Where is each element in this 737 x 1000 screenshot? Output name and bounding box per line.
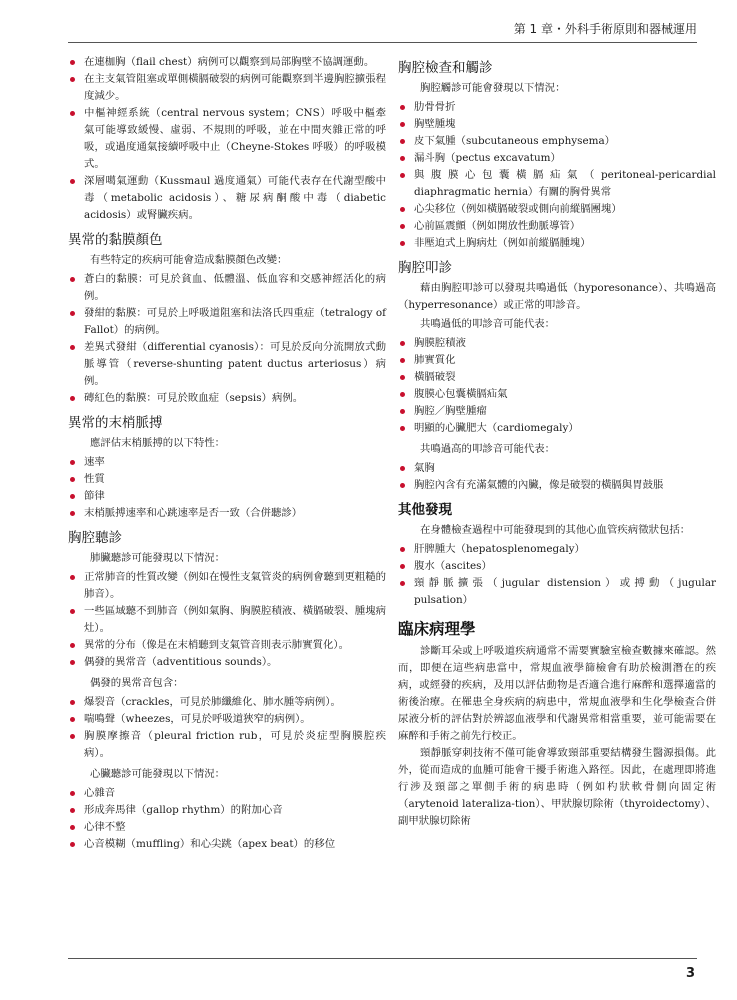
hyperresonance-intro: 共鳴過高的叩診音可能代表： bbox=[420, 443, 556, 455]
list-item: 心律不整 bbox=[68, 819, 386, 836]
list-item: 正常肺音的性質改變（例如在慢性支氣管炎的病例會聽到更粗糙的肺音）。 bbox=[68, 569, 386, 603]
pulse-bullet-list bbox=[68, 454, 386, 522]
list-item: 一些區域聽不到肺音（例如氣胸、胸膜腔積液、橫膈破裂、腫塊病灶）。 bbox=[68, 603, 386, 637]
adventitious-intro: 偶發的異常音包含： bbox=[90, 677, 184, 689]
list-item: 肺實質化 bbox=[398, 352, 716, 369]
list-item: 在連枷胸（flail chest）病例可以觀察到局部胸壁不協調運動。 bbox=[68, 54, 386, 71]
pathology-paragraph-2: 頸靜脈穿刺技術不僅可能會導致頸部重要結構發生醫源損傷。此外，從而造成的血腫可能會干擾手術進入路徑。因此，在處理即將進行涉及頸部之單側手術的病患時（例如杓狀軟骨側向固定術（arytenoid lateraliza-tion）、甲狀腺切除術（thyroidectomy）、副甲狀腺切除術 bbox=[398, 747, 716, 827]
right-column bbox=[398, 52, 716, 830]
list-item: 中樞神經系統（central nervous system；CNS）呼吸中樞牽氣可能導致緩慢、虛弱、不規則的呼吸，並在中間夾雜正常的呼吸，或過度通氣接續呼吸中止（Cheyne-Stokes 呼吸）的呼吸模式。 bbox=[68, 105, 386, 173]
footer-rule bbox=[68, 958, 697, 959]
hyporesonance-intro: 共鳴過低的叩診音可能代表： bbox=[420, 318, 556, 330]
left-column bbox=[68, 52, 386, 857]
palpation-heading: 胸腔檢查和觸診 bbox=[398, 60, 493, 76]
list-item: 心雜音 bbox=[68, 785, 386, 802]
lung-auscultation-intro: 肺臟聽診可能發現以下情況： bbox=[90, 552, 226, 564]
lung-auscultation-list bbox=[68, 569, 386, 671]
list-item: 形成奔馬律（gallop rhythm）的附加心音 bbox=[68, 802, 386, 819]
list-item: 深層噶氣運動（Kussmaul 過度通氣）可能代表存在代謝型酸中毒（metabolic acidosis）、糖尿病酮酸中毒（diabetic acidosis）或腎臟疾病。 bbox=[68, 173, 386, 224]
percussion-intro: 藉由胸腔叩診可以發現共鳴過低（hyporesonance）、共鳴過高（hyperresonance）或正常的叩診音。 bbox=[398, 282, 716, 311]
percussion-heading: 胸腔叩診 bbox=[398, 260, 452, 276]
pulse-intro: 應評估末梢脈搏的以下特性： bbox=[90, 437, 226, 449]
list-item: 胸膜摩擦音（pleural friction rub，可見於炎症型胸膜腔疾病）。 bbox=[68, 728, 386, 762]
other-findings-list bbox=[398, 541, 716, 609]
pathology-paragraph-1: 診斷耳朵或上呼吸道疾病通常不需要實驗室檢查數據來確認。然而，即便在這些病患當中，常規血液學篩檢會有助於檢測潛在的疾病，或經發的疾病，及用以評估動物是否適合進行麻醉和選擇適當的術後治療。在罹患全身疾病的病患中，常規血液學和生化學檢查合併尿液分析的評估對於辨認血液學和代謝異常相當重要，並可能需要在麻醉和手術之前先行校正。 bbox=[398, 645, 716, 742]
hyperresonance-list bbox=[398, 460, 716, 494]
list-item: 皮下氣腫（subcutaneous emphysema） bbox=[398, 133, 716, 150]
list-item: 橫膈破裂 bbox=[398, 369, 716, 386]
list-item: 末梢脈搏速率和心跳速率是否一致（合併聽診） bbox=[68, 505, 386, 522]
list-item: 差異式發紺（differential cyanosis）：可見於反向分流開放式動脈導管（reverse-shunting patent ductus arteriosus）病例。 bbox=[68, 339, 386, 390]
mucosa-intro: 有些特定的疾病可能會造成黏膜顏色改變： bbox=[90, 254, 288, 266]
list-item: 蒼白的黏膜：可見於貧血、低體溫、低血容和交感神經活化的病例。 bbox=[68, 271, 386, 305]
list-item: 肋骨骨折 bbox=[398, 99, 716, 116]
list-item: 在主支氣管阻塞或單側橫膈破裂的病例可能觀察到半邊胸腔擴張程度減少。 bbox=[68, 71, 386, 105]
list-item: 與腹膜心包囊橫膈疝氣（peritoneal-pericardial diaphragmatic hernia）有關的胸骨異常 bbox=[398, 167, 716, 201]
pulse-heading: 異常的末梢脈搏 bbox=[68, 415, 163, 431]
running-header: 第 1 章・外科手術原則和器械運用 bbox=[513, 22, 697, 36]
cardiac-auscultation-intro: 心臟聽診可能發現以下情況： bbox=[90, 768, 226, 780]
header-rule bbox=[68, 42, 697, 43]
other-findings-heading: 其他發現 bbox=[398, 502, 452, 518]
list-item: 胸腔／胸壁腫瘤 bbox=[398, 403, 716, 420]
list-item: 偶發的異常音（adventitious sounds）。 bbox=[68, 654, 386, 671]
other-findings-intro: 在身體檢查過程中可能發現到的其他心血管疾病徵狀包括： bbox=[420, 524, 691, 536]
list-item: 喘鳴聲（wheezes，可見於呼吸道狹窄的病例）。 bbox=[68, 711, 386, 728]
list-item: 非壓迫式上胸病灶（例如前縱膈腫塊） bbox=[398, 235, 716, 252]
list-item: 速率 bbox=[68, 454, 386, 471]
cardiac-auscultation-list bbox=[68, 785, 386, 853]
list-item: 腹膜心包囊橫膈疝氣 bbox=[398, 386, 716, 403]
list-item: 肝脾腫大（hepatosplenomegaly） bbox=[398, 541, 716, 558]
list-item: 節律 bbox=[68, 488, 386, 505]
clinical-pathology-heading: 臨床病理學 bbox=[398, 620, 476, 638]
auscultation-heading: 胸腔聽診 bbox=[68, 530, 122, 546]
list-item: 心前區震顫（例如開放性動脈導管） bbox=[398, 218, 716, 235]
list-item: 胸腔內含有充滿氣體的內臟，像是破裂的橫膈與胃鼓脹 bbox=[398, 477, 716, 494]
page-number: 3 bbox=[685, 966, 695, 981]
adventitious-list bbox=[68, 694, 386, 762]
hyporesonance-list bbox=[398, 335, 716, 437]
list-item: 漏斗胸（pectus excavatum） bbox=[398, 150, 716, 167]
palpation-list bbox=[398, 99, 716, 252]
list-item: 爆裂音（crackles，可見於肺纖維化、肺水腫等病例）。 bbox=[68, 694, 386, 711]
list-item: 腹水（ascites） bbox=[398, 558, 716, 575]
list-item: 磚紅色的黏膜：可見於敗血症（sepsis）病例。 bbox=[68, 390, 386, 407]
list-item: 明顯的心臟肥大（cardiomegaly） bbox=[398, 420, 716, 437]
list-item: 頸靜脈擴張（jugular distension）或搏動（jugular pulsation） bbox=[398, 575, 716, 609]
list-item: 心音模糊（muffling）和心尖跳（apex beat）的移位 bbox=[68, 836, 386, 853]
list-item: 胸膜腔積液 bbox=[398, 335, 716, 352]
list-item: 胸壁腫塊 bbox=[398, 116, 716, 133]
list-item: 發紺的黏膜：可見於上呼吸道阻塞和法洛氏四重症（tetralogy of Fallot）的病例。 bbox=[68, 305, 386, 339]
breathing-bullet-list bbox=[68, 54, 386, 224]
list-item: 性質 bbox=[68, 471, 386, 488]
list-item: 異常的分布（像是在末梢聽到支氣管音則表示肺實質化）。 bbox=[68, 637, 386, 654]
mucosa-heading: 異常的黏膜顏色 bbox=[68, 232, 163, 248]
list-item: 心尖移位（例如橫膈破裂或側向前縱膈團塊） bbox=[398, 201, 716, 218]
palpation-intro: 胸腔觸診可能會發現以下情況： bbox=[420, 82, 566, 94]
mucosa-bullet-list bbox=[68, 271, 386, 407]
list-item: 氣胸 bbox=[398, 460, 716, 477]
